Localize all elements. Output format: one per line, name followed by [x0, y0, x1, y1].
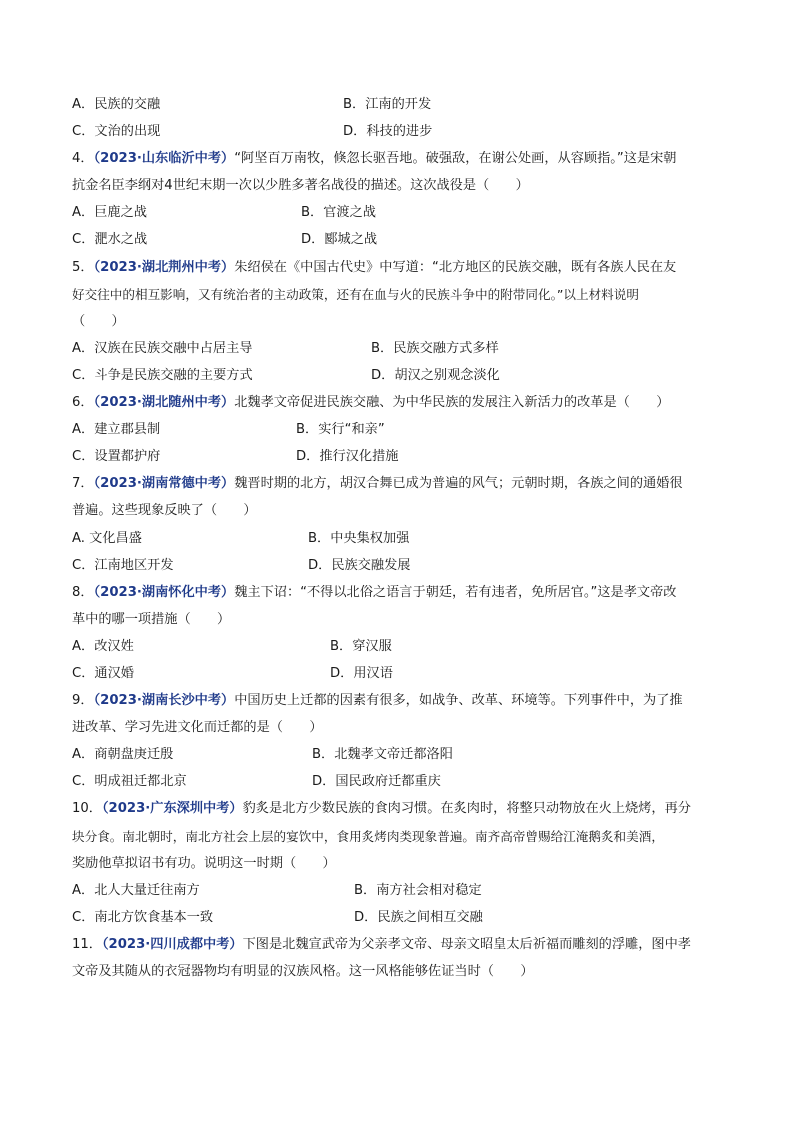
q7-source: （2023·湖南常德中考） — [93, 476, 235, 492]
q8-options-row1 — [72, 633, 724, 660]
q9-stem-line2: 进改革、学习先进文化而迁都的是（ ） — [72, 720, 323, 736]
q10-option-d[interactable]: D．民族之间相互交融 — [354, 909, 483, 925]
q8-stem-line1 — [72, 579, 724, 606]
q7-stem-line2: 普遍。这些现象反映了（ ） — [72, 503, 257, 519]
q3-option-a[interactable]: A．民族的交融 — [72, 97, 161, 112]
q3-option-c[interactable]: C．文治的出现 — [72, 124, 161, 140]
q6-option-d[interactable]: D．推行汉化措施 — [296, 449, 399, 465]
q5-text: 朱绍侯在《中国古代史》中写道：“北方地区的民族交融，既有各族人民在友 — [234, 259, 677, 275]
q9-source: （2023·湖南长沙中考） — [93, 693, 235, 709]
q3-option-d[interactable]: D．科技的进步 — [343, 124, 433, 140]
question-page — [72, 91, 724, 985]
q10-stem-line2: 块分食。南北朝时，南北方社会上层的宴饮中，食用炙烤肉类现象普遍。南齐高帝曾赐给江淹鹅炙和美酒， — [72, 828, 664, 844]
q5-options-row1 — [72, 335, 724, 362]
q9-number: 9． — [72, 693, 94, 709]
q5-stem-line2: 好交往中的相互影响，又有统治者的主动政策，还有在血与火的民族斗争中的附带同化。”以上材料说明 — [72, 286, 639, 302]
q8-text: 魏主下诏：“不得以北俗之语言于朝廷，若有违者，免所居官。”这是孝文帝改 — [234, 584, 677, 600]
q6-text: 北魏孝文帝促进民族交融、为中华民族的发展注入新活力的改革是（ ） — [234, 395, 670, 411]
q7-stem-line1 — [72, 470, 724, 497]
q10-options-row2 — [72, 904, 724, 931]
q6-option-b[interactable]: B．实行“和亲” — [296, 422, 385, 438]
q6-stem-line1 — [72, 389, 724, 416]
q3-option-b[interactable]: B．江南的开发 — [343, 97, 432, 112]
q5-option-c[interactable]: C．斗争是民族交融的主要方式 — [72, 367, 253, 383]
q7-option-b[interactable]: B．中央集权加强 — [308, 530, 410, 546]
q10-stem-line1 — [72, 795, 724, 822]
q11-number: 11． — [72, 936, 102, 952]
q7-option-a[interactable]: A. 文化昌盛 — [72, 530, 142, 546]
q7-number: 7． — [72, 476, 94, 492]
q11-stem-line1 — [72, 931, 724, 958]
q10-stem-line3: 奖励他草拟诏书有功。说明这一时期（ ） — [72, 855, 336, 871]
q6-options-row2 — [72, 443, 724, 470]
q6-option-a[interactable]: A．建立郡县制 — [72, 422, 161, 438]
q5-options-row2 — [72, 362, 724, 389]
q11-stem-line2: 文帝及其随从的衣冠器物均有明显的汉族风格。这一风格能够佐证当时（ ） — [72, 964, 534, 979]
q9-option-a[interactable]: A．商朝盘庚迁殷 — [72, 747, 174, 763]
q7-options-row2 — [72, 552, 724, 579]
q9-stem-line1 — [72, 687, 724, 714]
q10-text: 豹炙是北方少数民族的食肉习惯。在炙肉时，将整只动物放在火上烧烤，再分 — [242, 801, 691, 817]
q5-option-a[interactable]: A．汉族在民族交融中占居主导 — [72, 340, 253, 356]
q3-options-row2 — [72, 118, 724, 145]
q4-number: 4． — [72, 151, 94, 167]
q10-option-c[interactable]: C．南北方饮食基本一致 — [72, 909, 214, 925]
q7-options-row1 — [72, 525, 724, 552]
q7-text: 魏晋时期的北方，胡汉合舞已成为普遍的风气；元朝时期，各族之间的通婚很 — [234, 476, 683, 492]
q8-number: 8． — [72, 584, 94, 600]
q6-source: （2023·湖北随州中考） — [93, 395, 235, 411]
q4-stem-line2: 抗金名臣李纲对4世纪末期一次以少胜多著名战役的描述。这次战役是（ ） — [72, 178, 529, 194]
q7-option-c[interactable]: C．江南地区开发 — [72, 557, 174, 573]
q6-number: 6． — [72, 395, 94, 411]
q4-source: （2023·山东临沂中考） — [93, 151, 235, 167]
q5-option-b[interactable]: B．民族交融方式多样 — [371, 340, 499, 356]
q9-options-row1 — [72, 741, 724, 768]
q4-option-b[interactable]: B．官渡之战 — [301, 205, 376, 221]
q10-option-a[interactable]: A．北人大量迁往南方 — [72, 882, 200, 898]
q11-source: （2023·四川成都中考） — [101, 936, 243, 952]
q5-stem-line1 — [72, 254, 724, 281]
q4-stem-line1 — [72, 145, 724, 172]
q9-option-d[interactable]: D．国民政府迁都重庆 — [312, 774, 441, 790]
q9-options-row2 — [72, 768, 724, 795]
q10-source: （2023·广东深圳中考） — [101, 801, 243, 817]
q7-option-d[interactable]: D．民族交融发展 — [308, 557, 411, 573]
q8-stem-line2: 革中的哪一项措施（ ） — [72, 611, 231, 627]
q11-text: 下图是北魏宣武帝为父亲孝文帝、母亲文昭皇太后祈福而雕刻的浮雕，图中孝 — [242, 936, 691, 952]
q10-options-row1 — [72, 877, 724, 904]
q5-source: （2023·湖北荆州中考） — [93, 259, 235, 275]
q8-source: （2023·湖南怀化中考） — [93, 584, 235, 600]
q5-number: 5． — [72, 259, 94, 275]
q4-options-row1 — [72, 199, 724, 226]
q4-text: “阿坚百万南牧，倏忽长驱吾地。破强敌，在谢公处画，从容顾指。”这是宋朝 — [234, 151, 677, 167]
q9-option-c[interactable]: C．明成祖迁都北京 — [72, 774, 187, 790]
q9-text: 中国历史上迁都的因素有很多，如战争、改革、环境等。下列事件中，为了推 — [234, 693, 683, 709]
q8-options-row2 — [72, 660, 724, 687]
q4-option-a[interactable]: A．巨鹿之战 — [72, 205, 147, 221]
q6-option-c[interactable]: C．设置都护府 — [72, 449, 161, 465]
q8-option-b[interactable]: B．穿汉服 — [330, 638, 392, 654]
q8-option-d[interactable]: D．用汉语 — [330, 665, 393, 681]
q8-option-c[interactable]: C．通汉婚 — [72, 665, 134, 681]
q8-option-a[interactable]: A．改汉姓 — [72, 638, 134, 654]
q6-options-row1 — [72, 416, 724, 443]
q10-number: 10． — [72, 801, 102, 817]
q9-option-b[interactable]: B．北魏孝文帝迁都洛阳 — [312, 747, 453, 763]
q4-option-c[interactable]: C．淝水之战 — [72, 232, 148, 248]
q3-options-row1 — [72, 91, 724, 118]
q10-option-b[interactable]: B．南方社会相对稳定 — [354, 882, 482, 898]
q4-option-d[interactable]: D．郾城之战 — [301, 232, 378, 248]
q5-option-d[interactable]: D．胡汉之别观念淡化 — [371, 367, 500, 383]
q5-stem-line3: （ ） — [72, 313, 125, 329]
q4-options-row2 — [72, 226, 724, 253]
